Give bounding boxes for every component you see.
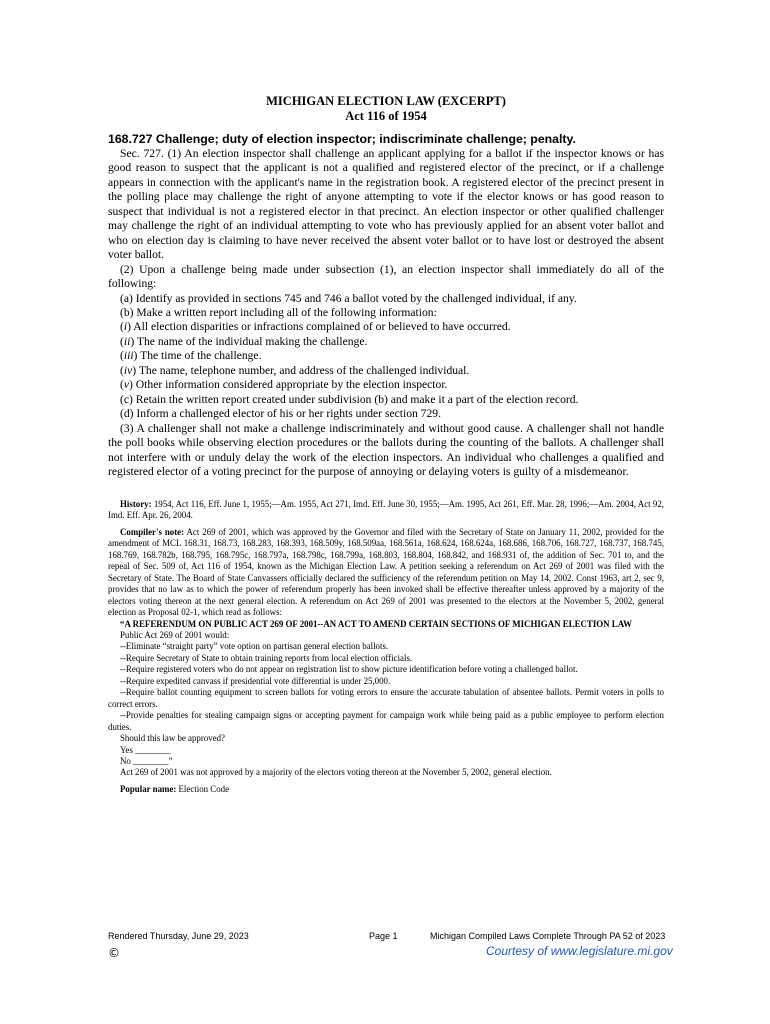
popular-label: Popular name:: [120, 783, 177, 794]
title-line-2: Act 116 of 1954: [345, 109, 427, 123]
referendum-heading: “A REFERENDUM ON PUBLIC ACT 269 OF 2001--AN ACT TO AMEND CERTAIN SECTIONS OF MICHIGAN ELECTION LAW: [120, 618, 633, 629]
section-heading: 168.727 Challenge; duty of election inspector; indiscriminate challenge; penalty.: [108, 132, 576, 146]
roman-item-iii: (iii) The time of the challenge.: [120, 349, 262, 363]
copyright-symbol: ©: [108, 946, 120, 960]
paragraph-item-b: (b) Make a written report including all of the following information:: [120, 305, 437, 319]
compiler-note: [108, 527, 664, 619]
paragraph-item-c: (c) Retain the written report created under subdivision (b) and make it a part of the election record.: [120, 392, 579, 406]
title-line-1: MICHIGAN ELECTION LAW (EXCERPT): [266, 94, 506, 108]
courtesy-link[interactable]: Courtesy of www.legislature.mi.gov: [486, 944, 673, 958]
notes-block: [108, 499, 664, 795]
referendum-line: Should this law be approved?: [120, 733, 226, 744]
roman-item-iv: (iv) The name, telephone number, and address of the challenged individual.: [120, 363, 470, 377]
roman-item-i: (i) All election disparities or infractions complained of or believed to have occurred.: [120, 320, 511, 334]
paragraph-subsection-2: (2) Upon a challenge being made under subsection (1), an election inspector shall immediately do all of the following:: [108, 262, 664, 291]
roman-item-ii: (ii) The name of the individual making the challenge.: [120, 334, 368, 348]
section-body: [108, 147, 664, 479]
referendum-line: --Require expedited canvass if presidential vote differential is under 25,000.: [120, 675, 391, 686]
roman-item-v: (v) Other information considered appropriate by the election inspector.: [120, 378, 448, 392]
footer-rendered-date: Rendered Thursday, June 29, 2023: [108, 931, 249, 941]
history-note: [108, 499, 664, 522]
history-label: History:: [120, 499, 152, 509]
compiler-label: Compiler's note:: [120, 526, 185, 537]
referendum-line: Act 269 of 2001 was not approved by a majority of the electors voting thereon at the November 5, 2002, general election.: [120, 767, 552, 778]
footer-compiled-through: Michigan Compiled Laws Complete Through PA 52 of 2023: [430, 931, 666, 941]
referendum-line: Public Act 269 of 2001 would:: [120, 629, 230, 640]
popular-text: Election Code: [176, 783, 230, 794]
referendum-line: --Require Secretary of State to obtain training reports from local election officials.: [120, 652, 413, 663]
referendum-line: --Eliminate “straight party” vote option on partisan general election ballots.: [120, 641, 389, 652]
popular-name-note: [108, 784, 664, 795]
referendum-line: --Require registered voters who do not appear on registration list to show picture identification before voting a challenged ballot.: [120, 664, 578, 675]
referendum-line: Yes ________: [120, 744, 171, 755]
referendum-line: --Require ballot counting equipment to screen ballots for voting errors to ensure the accurate tabulation of absentee ballots. Permit voters in polls to correct errors.: [108, 687, 664, 709]
paragraph-subsection-1: Sec. 727. (1) An election inspector shall challenge an applicant applying for a ballot if the inspector knows or has good reason to suspect that the applicant is not a qualified and registered elector of the precinct, or if a challenge appears in connection with the applicant's name in the registration book. A registered elector of the precinct present in the polling place may challenge the right of anyone attempting to vote if the elector knows or has good reason to suspect that individual is not a registered elector in that precinct. An election inspector or other qualified challenger may challenge the right of an individual attempting to vote who has previously applied for an absent voter ballot and who on election day is claiming to have never received the absent voter ballot or to have lost or destroyed the absent voter ballot.: [108, 147, 664, 262]
referendum-line: No ________”: [120, 755, 173, 766]
referendum-line: --Provide penalties for stealing campaign signs or accepting payment for campaign work while being paid as a public employee to perform election duties.: [108, 710, 664, 732]
compiler-text: Act 269 of 2001, which was approved by the Governor and filed with the Secretary of State on January 11, 2002, provided for the amendment of MCL 168.31, 168.73, 168.283, 168.393, 168.509y, 168.509aa, 168.561a, 168.624, 168.624a, 168.686, 168.706, 168.727, 168.737, 168.745, 168.769, 168.782b, 168.795, 168.795c, 168.797a, 168.798c, 168.799a, 168.803, 168.804, 168.842, and 168.931 of, the addition of Sec. 701 to, and the repeal of Sec. 509 of, Act 116 of 1954, known as the Michigan Election Law. A petition seeking a referendum on Act 269 of 2001 was filed with the Secretary of State. The Board of State Canvassers officially declared the sufficiency of the referendum petition on May 14, 2002. Const 1963, art 2, sec 9, provides that no law as to which the power of referendum properly has been invoked shall be effective thereafter unless approved by a majority of the electors voting thereon at the next general election. A referendum on Act 269 of 2001 was presented to the electors at the November 5, 2002, general election as Proposal 02-1, which read as follows:: [108, 526, 664, 618]
footer-page-number: Page 1: [369, 931, 398, 941]
paragraph-item-a: (a) Identify as provided in sections 745 and 746 a ballot voted by the challenged individual, if any.: [120, 291, 577, 305]
paragraph-item-d: (d) Inform a challenged elector of his or her rights under section 729.: [120, 407, 441, 421]
paragraph-subsection-3: (3) A challenger shall not make a challenge indiscriminately and without good cause. A challenger shall not handle the poll books while observing election procedures or the ballots during the counting of the ballots. A challenger shall not interfere with or unduly delay the work of the election inspectors. An individual who challenges a qualified and registered elector of a voting precinct for the purpose of annoying or delaying voters is guilty of a misdemeanor.: [108, 421, 664, 478]
document-title: [108, 94, 664, 124]
history-text: 1954, Act 116, Eff. June 1, 1955;—Am. 1955, Act 271, Imd. Eff. June 30, 1955;—Am. 1995, Act 261, Eff. Mar. 28, 1996;—Am. 2004, Act 92, Imd. Eff. Apr. 26, 2004.: [108, 499, 664, 521]
